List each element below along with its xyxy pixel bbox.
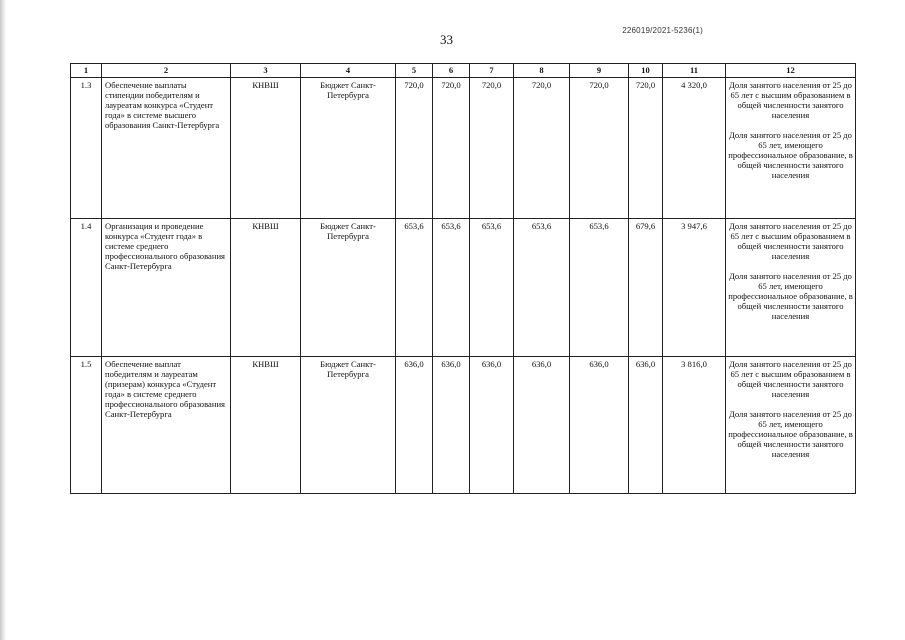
value-cell: 679,6 [629,219,663,357]
indicator-text: Доля занятого населения от 25 до 65 лет с высшим образованием в общей численности занятого населения [729,359,852,399]
value-cell: 636,0 [396,357,433,494]
value-cell: 720,0 [514,78,570,219]
column-number-row [71,64,856,78]
table-row [71,219,856,357]
value-cell: 636,0 [629,357,663,494]
table-row [71,78,856,219]
column-header: 10 [629,64,663,78]
document-code: 226019/2021-5236(1) [622,26,703,35]
column-header: 12 [726,64,856,78]
value-cell: 636,0 [570,357,629,494]
value-cell: 720,0 [470,78,514,219]
value-cell: 653,6 [570,219,629,357]
value-cell: 720,0 [629,78,663,219]
value-cell: 720,0 [433,78,470,219]
value-cell: 636,0 [470,357,514,494]
activity-description: Организация и проведение конкурса «Студент года» в системе среднего профессионального образования Санкт-Петербурга [102,219,231,357]
column-header: 4 [301,64,396,78]
indicator-text: Доля занятого населения от 25 до 65 лет, имеющего профессиональное образование, в общей численности занятого населения [728,271,853,321]
program-table [70,63,856,494]
total-cell: 4 320,0 [663,78,726,219]
value-cell: 653,6 [396,219,433,357]
row-number: 1.4 [71,219,102,357]
total-cell: 3 816,0 [663,357,726,494]
column-header: 8 [514,64,570,78]
funding-source: Бюджет Санкт-Петербурга [301,78,396,219]
page-number: 33 [440,32,453,47]
value-cell: 636,0 [433,357,470,494]
value-cell: 653,6 [470,219,514,357]
column-header: 11 [663,64,726,78]
column-header: 1 [71,64,102,78]
value-cell: 720,0 [570,78,629,219]
table-row [71,357,856,494]
responsible-agency: КНВШ [231,219,301,357]
value-cell: 720,0 [396,78,433,219]
indicator-text: Доля занятого населения от 25 до 65 лет с высшим образованием в общей численности занятого населения [729,221,852,261]
indicator-text: Доля занятого населения от 25 до 65 лет с высшим образованием в общей численности занятого населения [729,80,852,120]
responsible-agency: КНВШ [231,357,301,494]
activity-description: Обеспечение выплат победителям и лауреатам (призерам) конкурса «Студент года» в системе среднего профессионального образования Санкт-Петербурга [102,357,231,494]
indicator-cell [726,219,856,357]
indicator-text: Доля занятого населения от 25 до 65 лет, имеющего профессиональное образование, в общей численности занятого населения [728,409,853,459]
value-cell: 636,0 [514,357,570,494]
column-header: 5 [396,64,433,78]
column-header: 9 [570,64,629,78]
indicator-cell [726,357,856,494]
responsible-agency: КНВШ [231,78,301,219]
funding-source: Бюджет Санкт-Петербурга [301,219,396,357]
funding-source: Бюджет Санкт-Петербурга [301,357,396,494]
indicator-cell [726,78,856,219]
row-number: 1.5 [71,357,102,494]
column-header: 6 [433,64,470,78]
column-header: 2 [102,64,231,78]
activity-description: Обеспечение выплаты стипендии победителям и лауреатам конкурса «Студент года» в системе высшего образования Санкт-Петербурга [102,78,231,219]
total-cell: 3 947,6 [663,219,726,357]
scan-edge [0,0,7,640]
column-header: 7 [470,64,514,78]
indicator-text: Доля занятого населения от 25 до 65 лет, имеющего профессиональное образование, в общей численности занятого населения [728,130,853,180]
row-number: 1.3 [71,78,102,219]
value-cell: 653,6 [514,219,570,357]
column-header: 3 [231,64,301,78]
value-cell: 653,6 [433,219,470,357]
